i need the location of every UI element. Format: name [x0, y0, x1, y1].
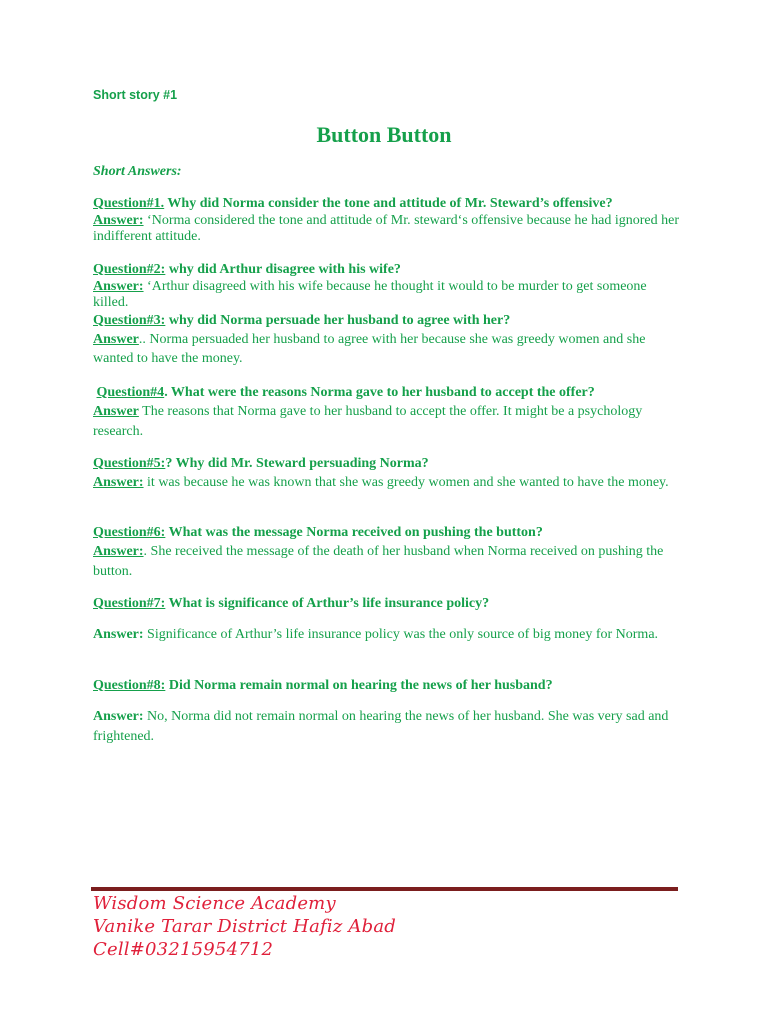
qa-item-8 [93, 676, 683, 746]
question-text: What is significance of Arthur’s life insurance policy? [165, 596, 490, 611]
question [93, 313, 683, 330]
answer-text: .. Norma persuaded her husband to agree with her because she was greedy women and she wanted to have the money. [93, 331, 646, 366]
qa-item-6 [93, 523, 683, 581]
question-label: Question#2: [93, 262, 166, 277]
answer [93, 402, 683, 441]
answer-text: ‘Norma considered the tone and attitude of Mr. steward‘s offensive because he had ignored her indifferent attitude. [93, 212, 679, 244]
qa-item-7 [93, 594, 683, 645]
question-text: Why did Norma consider the tone and attitude of Mr. Steward’s offensive? [164, 196, 613, 211]
question-label: Question#3: [93, 313, 166, 328]
answer-label: Answer [93, 404, 139, 419]
answer [93, 473, 683, 493]
answer-label: Answer [93, 331, 139, 347]
answer-label: Answer: [93, 475, 144, 490]
qa-item-2 [93, 262, 683, 312]
answer-text: The reasons that Norma gave to her husband to accept the offer. It might be a psychology research. [93, 404, 643, 439]
answer [93, 330, 683, 369]
answer-text: No, Norma did not remain normal on hearing the news of her husband. She was very sad and frightened. [93, 709, 669, 744]
question-label: Question#1. [93, 196, 165, 211]
question-label: Question#4 [96, 385, 165, 400]
qa-item-5 [93, 454, 683, 493]
question [93, 383, 683, 402]
question-text: Did Norma remain normal on hearing the news of her husband? [165, 678, 553, 693]
answer-label: Answer: [93, 212, 144, 228]
qa-item-4 [93, 383, 683, 441]
answer-text: it was because he was known that she was greedy women and she wanted to have the money. [143, 475, 669, 490]
answer [93, 707, 683, 746]
question-text: What was the message Norma received on pushing the button? [165, 525, 543, 540]
section-subheading: Short Answers: [93, 164, 182, 179]
question [93, 523, 683, 542]
footer-phone: Cell#03215954712 [93, 939, 274, 960]
footer-divider [91, 887, 678, 891]
answer-text: Significance of Arthur’s life insurance policy was the only source of big money for Norma. [143, 627, 659, 642]
answer [93, 279, 683, 312]
footer [93, 892, 396, 961]
answer-label: Answer: [93, 544, 144, 559]
question-text: . What were the reasons Norma gave to her husband to accept the offer? [164, 385, 595, 400]
question [93, 594, 683, 613]
question-text: ? Why did Mr. Steward persuading Norma? [165, 456, 429, 471]
footer-academy-name: Wisdom Science Academy [93, 893, 336, 914]
question [93, 454, 683, 473]
question [93, 196, 683, 213]
answer-text: . She received the message of the death of her husband when Norma received on pushing the button. [93, 544, 664, 579]
qa-item-1 [93, 196, 683, 246]
question-label: Question#8: [93, 678, 166, 693]
answer [93, 213, 683, 246]
answer-label: Answer: [93, 709, 144, 724]
story-label: Short story #1 [93, 88, 178, 102]
answer [93, 542, 683, 581]
question-label: Question#5: [93, 456, 166, 471]
answer [93, 625, 683, 645]
question-label: Question#6: [93, 525, 166, 540]
question-text: why did Arthur disagree with his wife? [165, 262, 401, 277]
question-text: why did Norma persuade her husband to agree with her? [165, 313, 511, 328]
question [93, 262, 683, 279]
page-title: Button Button [316, 122, 452, 147]
question-label: Question#7: [93, 596, 166, 611]
answer-label: Answer: [93, 627, 144, 642]
qa-item-3 [93, 313, 683, 369]
answer-text: ‘Arthur disagreed with his wife because he thought it would to be murder to get someone killed. [93, 278, 647, 310]
answer-label: Answer: [93, 278, 144, 294]
footer-address: Vanike Tarar District Hafiz Abad [93, 916, 396, 937]
question [93, 676, 683, 695]
